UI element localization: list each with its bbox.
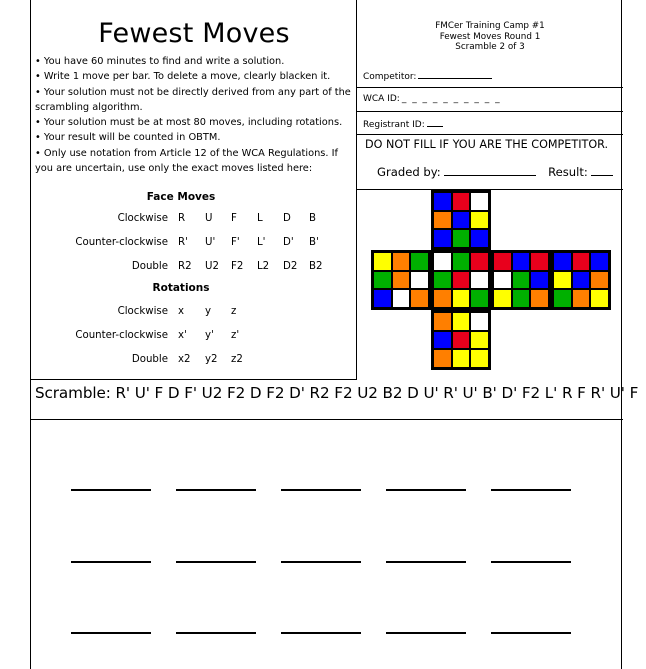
cube-sticker [494, 253, 511, 270]
cube-sticker [374, 290, 391, 307]
cube-net-diagram [371, 190, 611, 370]
grading-fields [377, 165, 613, 179]
cube-sticker [434, 212, 451, 229]
competitor-blank[interactable] [418, 70, 492, 79]
cube-sticker [453, 332, 470, 349]
cube-sticker [411, 253, 428, 270]
cube-sticker [434, 193, 451, 210]
rules-panel [31, 0, 357, 380]
move-bar[interactable] [491, 632, 571, 634]
move-notation: x2 [178, 354, 191, 365]
cube-sticker [471, 193, 488, 210]
competitor-info-panel [357, 0, 623, 135]
move-notation: L [257, 213, 263, 224]
move-bar[interactable] [386, 561, 466, 563]
move-notation: z2 [231, 354, 243, 365]
cube-face-back [551, 250, 611, 310]
cube-sticker [513, 272, 530, 289]
scramble-panel [31, 380, 639, 420]
cube-sticker [471, 290, 488, 307]
registrant-id-field[interactable] [363, 118, 443, 130]
move-bar[interactable] [386, 489, 466, 491]
rotations-heading: Rotations [152, 282, 210, 294]
round-name: Fewest Moves Round 1 [439, 31, 541, 42]
move-notation: x' [178, 330, 187, 341]
cube-sticker [471, 313, 488, 330]
cube-sticker [453, 350, 470, 367]
cube-sticker [471, 332, 488, 349]
move-notation: R2 [178, 261, 192, 272]
competition-name: FMCer Training Camp #1 [435, 21, 545, 31]
cube-sticker [393, 290, 410, 307]
rule-item: • Only use notation from Article 12 of the WCA Regulations. If you are uncertain, use only the exact moves listed here: [35, 147, 338, 175]
move-notation: R' [178, 237, 188, 248]
competitor-field[interactable] [363, 70, 492, 82]
cube-sticker [531, 272, 548, 289]
cube-sticker [393, 272, 410, 289]
move-bar[interactable] [281, 561, 361, 563]
move-notation: U' [205, 237, 216, 248]
cube-sticker [453, 193, 470, 210]
cube-sticker [453, 290, 470, 307]
cube-sticker [494, 272, 511, 289]
wca-id-field[interactable] [363, 94, 501, 104]
cube-sticker [591, 290, 608, 307]
move-row-label: Clockwise [117, 306, 168, 317]
cube-sticker [453, 313, 470, 330]
cube-sticker [471, 272, 488, 289]
cube-sticker [591, 272, 608, 289]
graded-by-blank[interactable] [444, 165, 536, 176]
move-bar[interactable] [71, 561, 151, 563]
result-label: Result: [548, 165, 588, 179]
cube-sticker [434, 313, 451, 330]
move-bar[interactable] [71, 632, 151, 634]
face-move-row [31, 237, 357, 251]
cube-sticker [374, 272, 391, 289]
cube-sticker [531, 290, 548, 307]
move-bar[interactable] [491, 489, 571, 491]
cube-sticker [554, 272, 571, 289]
grading-panel [357, 135, 623, 190]
cube-sticker [434, 350, 451, 367]
move-notation: B' [309, 237, 319, 248]
cube-sticker [393, 253, 410, 270]
move-notation: R [178, 213, 186, 224]
cube-sticker [453, 230, 470, 247]
move-notation: F [231, 213, 237, 224]
divider [357, 87, 623, 88]
cube-sticker [513, 290, 530, 307]
cube-sticker [471, 350, 488, 367]
cube-sticker [573, 253, 590, 270]
cube-sticker [411, 290, 428, 307]
cube-sticker [434, 230, 451, 247]
cube-sticker [471, 212, 488, 229]
competition-header [357, 21, 623, 53]
cube-sticker [411, 272, 428, 289]
grading-notice: DO NOT FILL IF YOU ARE THE COMPETITOR. [365, 138, 609, 151]
move-bar[interactable] [176, 561, 256, 563]
rule-item: • Your solution must not be directly derived from any part of the scrambling algorithm. [35, 86, 351, 113]
move-notation: F2 [231, 261, 244, 272]
cube-sticker [453, 272, 470, 289]
move-bar[interactable] [176, 489, 256, 491]
cube-sticker [453, 253, 470, 270]
move-notation: L' [257, 237, 266, 248]
move-bar[interactable] [491, 561, 571, 563]
move-notation: D2 [283, 261, 298, 272]
cube-sticker [434, 253, 451, 270]
cube-sticker [453, 212, 470, 229]
move-notation: U [205, 213, 213, 224]
registrant-id-blank[interactable] [427, 118, 443, 127]
move-row-label: Counter-clockwise [75, 237, 168, 248]
cube-sticker [531, 253, 548, 270]
graded-by-label: Graded by: [377, 165, 441, 179]
registrant-id-label: Registrant ID: [363, 120, 425, 130]
rule-item: • Write 1 move per bar. To delete a move, clearly blacken it. [35, 71, 331, 83]
move-row-label: Double [131, 261, 168, 272]
move-bar[interactable] [281, 632, 361, 634]
rule-item: • Your result will be counted in OBTM. [35, 132, 221, 144]
cube-sticker [434, 272, 451, 289]
move-notation: y [205, 306, 212, 317]
move-row-label: Clockwise [117, 213, 168, 224]
move-bar[interactable] [386, 632, 466, 634]
wca-id-label: WCA ID: [363, 94, 400, 104]
scorecard-sheet [30, 0, 639, 669]
move-notation: U2 [205, 261, 219, 272]
rules-list [35, 54, 355, 176]
cube-sticker [513, 253, 530, 270]
rotation-row [31, 330, 357, 344]
cube-sticker [554, 290, 571, 307]
move-notation: F' [231, 237, 240, 248]
cube-sticker [471, 253, 488, 270]
move-notation: B [309, 213, 316, 224]
cube-sticker [573, 290, 590, 307]
cube-sticker [434, 290, 451, 307]
rotation-row [31, 306, 357, 320]
competitor-label: Competitor: [363, 72, 417, 82]
rule-item: • You have 60 minutes to find and write a solution. [35, 56, 285, 67]
move-notation: z' [231, 330, 240, 341]
cube-sticker [471, 230, 488, 247]
scramble-number: Scramble 2 of 3 [455, 42, 525, 53]
cube-sticker [573, 272, 590, 289]
solution-bars [31, 420, 623, 669]
move-notation: L2 [257, 261, 270, 272]
cube-sticker [554, 253, 571, 270]
cube-sticker [591, 253, 608, 270]
cube-face-d [431, 310, 491, 370]
rotation-row [31, 354, 357, 368]
cube-face-f [431, 250, 491, 310]
move-row-label: Counter-clockwise [75, 330, 168, 341]
move-notation: D' [283, 237, 294, 248]
move-bar[interactable] [176, 632, 256, 634]
move-bar[interactable] [281, 489, 361, 491]
cube-sticker [494, 290, 511, 307]
face-move-row [31, 213, 357, 227]
cube-face-r [491, 250, 551, 310]
face-moves-heading: Face Moves [146, 191, 216, 203]
move-bar[interactable] [71, 489, 151, 491]
rule-item: • Your solution must be at most 80 moves, including rotations. [35, 117, 343, 129]
face-move-row [31, 261, 357, 275]
move-notation: y2 [205, 354, 218, 365]
cube-face-l [371, 250, 431, 310]
cube-sticker [374, 253, 391, 270]
wca-id-blanks[interactable]: _ _ _ _ _ _ _ _ _ _ [401, 94, 502, 104]
move-row-label: Double [131, 354, 168, 365]
page-title: Fewest Moves [98, 18, 290, 49]
cube-face-u [431, 190, 491, 250]
cube-sticker [434, 332, 451, 349]
move-notation: D [283, 213, 291, 224]
move-notation: y' [205, 330, 214, 341]
move-notation: x [178, 306, 185, 317]
result-blank[interactable] [591, 165, 613, 176]
scramble-text: Scramble: R' U' F D F' U2 F2 D F2 D' R2 F2 U2 B2 D U' R' U' B' D' F2 L' R F R' U' F [35, 384, 639, 402]
move-notation: B2 [309, 261, 323, 272]
divider [357, 111, 623, 112]
move-notation: z [231, 306, 237, 317]
